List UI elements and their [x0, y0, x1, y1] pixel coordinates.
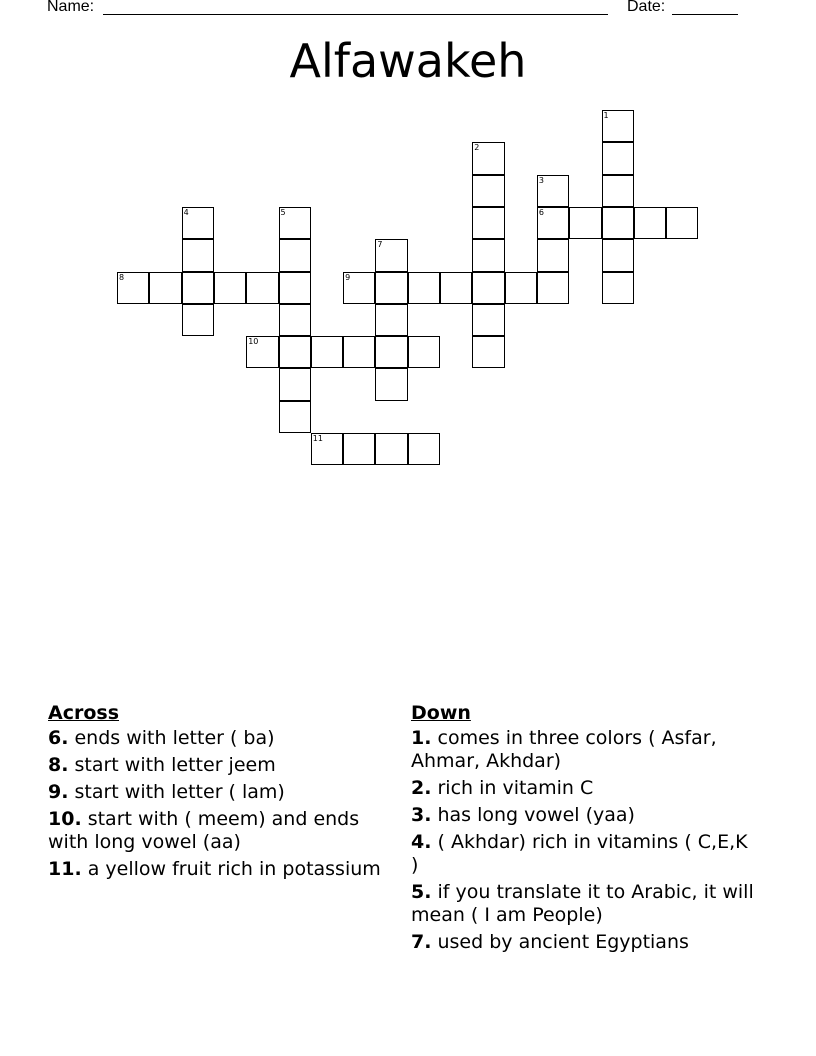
clue-down-2 — [411, 777, 756, 800]
grid-cell[interactable] — [537, 272, 569, 304]
cell-number: 11 — [312, 434, 323, 443]
grid-cell[interactable] — [182, 272, 214, 304]
grid-cell[interactable] — [537, 175, 569, 207]
grid-cell[interactable] — [472, 304, 504, 336]
grid-cell[interactable] — [472, 272, 504, 304]
grid-cell[interactable] — [666, 207, 698, 239]
grid-cell[interactable] — [472, 239, 504, 271]
name-label: Name: — [47, 0, 95, 15]
grid-cell[interactable] — [343, 272, 375, 304]
grid-cell[interactable] — [375, 239, 407, 271]
clue-number: 11. — [48, 858, 82, 880]
grid-cell[interactable] — [343, 336, 375, 368]
grid-cell[interactable] — [602, 239, 634, 271]
clue-number: 7. — [411, 931, 432, 953]
cell-number: 10 — [248, 337, 259, 347]
grid-cell[interactable] — [246, 272, 278, 304]
grid-cell[interactable] — [602, 110, 634, 142]
grid-cell[interactable] — [246, 336, 278, 368]
grid-cell[interactable] — [472, 336, 504, 368]
clue-text: a yellow fruit rich in potassium — [81, 858, 381, 880]
grid-cell[interactable] — [343, 433, 375, 465]
grid-cell[interactable] — [182, 207, 214, 239]
cell-number: 2 — [474, 143, 480, 153]
grid-cell[interactable] — [569, 207, 601, 239]
grid-cell[interactable] — [375, 304, 407, 336]
grid-cell[interactable] — [408, 433, 440, 465]
grid-cell[interactable] — [279, 207, 311, 239]
grid-cell[interactable] — [602, 142, 634, 174]
clue-number: 10. — [48, 808, 82, 830]
puzzle-title: Alfawakeh — [289, 34, 527, 88]
grid-cell[interactable] — [408, 272, 440, 304]
cell-number: 8 — [119, 272, 125, 282]
grid-cell[interactable] — [505, 272, 537, 304]
grid-cell[interactable] — [375, 368, 407, 400]
clue-number: 1. — [411, 727, 432, 749]
grid-cell[interactable] — [408, 336, 440, 368]
clue-across-11 — [48, 858, 393, 881]
grid-cell[interactable] — [279, 401, 311, 433]
grid-cell[interactable] — [472, 142, 504, 174]
clue-down-5 — [411, 881, 756, 927]
clue-text: used by ancient Egyptians — [431, 931, 689, 953]
grid-cell[interactable] — [602, 272, 634, 304]
clue-number: 4. — [411, 831, 432, 853]
clue-across-10 — [48, 808, 393, 854]
clue-down-3 — [411, 804, 756, 827]
grid-cell[interactable] — [537, 239, 569, 271]
grid-cell[interactable] — [279, 272, 311, 304]
clue-text: has long vowel (yaa) — [431, 804, 635, 826]
cell-number: 7 — [377, 240, 383, 250]
clue-number: 3. — [411, 804, 432, 826]
cell-number: 4 — [183, 207, 189, 217]
clue-down-4 — [411, 831, 756, 877]
clue-number: 6. — [48, 727, 69, 749]
clue-text: if you translate it to Arabic, it will mean ( I am People) — [411, 881, 754, 926]
grid-cell[interactable] — [279, 304, 311, 336]
grid-cell[interactable] — [472, 175, 504, 207]
grid-cell[interactable] — [602, 207, 634, 239]
grid-cell[interactable] — [182, 239, 214, 271]
crossword-grid — [0, 0, 816, 480]
grid-cell[interactable] — [279, 336, 311, 368]
grid-cell[interactable] — [182, 304, 214, 336]
clue-text: rich in vitamin C — [431, 777, 594, 799]
grid-cell[interactable] — [279, 239, 311, 271]
clue-number: 2. — [411, 777, 432, 799]
cell-number: 1 — [603, 111, 609, 120]
grid-cell[interactable] — [537, 207, 569, 239]
date-label: Date: — [627, 0, 666, 15]
clue-across-9 — [48, 781, 393, 804]
grid-cell[interactable] — [149, 272, 181, 304]
grid-cell[interactable] — [375, 433, 407, 465]
across-heading: Across — [48, 702, 120, 724]
down-clues — [411, 702, 756, 958]
grid-cell[interactable] — [279, 368, 311, 400]
grid-cell[interactable] — [634, 207, 666, 239]
grid-cell[interactable] — [311, 336, 343, 368]
grid-cell[interactable] — [472, 207, 504, 239]
clue-text: comes in three colors ( Asfar, Ahmar, Akhdar) — [411, 727, 717, 772]
clue-text: start with letter jeem — [68, 754, 276, 776]
clue-text: ends with letter ( ba) — [68, 727, 275, 749]
clue-text: start with letter ( lam) — [68, 781, 285, 803]
clue-number: 9. — [48, 781, 69, 803]
grid-cell[interactable] — [375, 272, 407, 304]
across-clues — [48, 702, 393, 885]
cell-number: 6 — [538, 207, 544, 217]
down-heading: Down — [411, 702, 471, 724]
clue-down-7 — [411, 931, 756, 954]
clue-down-1 — [411, 727, 756, 773]
cell-number: 3 — [538, 175, 544, 185]
grid-cell[interactable] — [117, 272, 149, 304]
grid-cell[interactable] — [311, 433, 343, 465]
cell-number: 5 — [280, 207, 286, 217]
grid-cell[interactable] — [214, 272, 246, 304]
clue-number: 5. — [411, 881, 432, 903]
cell-number: 9 — [345, 272, 351, 282]
clue-across-6 — [48, 727, 393, 750]
grid-cell[interactable] — [602, 175, 634, 207]
grid-cell[interactable] — [440, 272, 472, 304]
clue-number: 8. — [48, 754, 69, 776]
clue-text: start with ( meem) and ends with long vowel (aa) — [48, 808, 360, 853]
clue-across-8 — [48, 754, 393, 777]
clue-text: ( Akhdar) rich in vitamins ( C,E,K ) — [411, 831, 748, 876]
grid-cell[interactable] — [375, 336, 407, 368]
